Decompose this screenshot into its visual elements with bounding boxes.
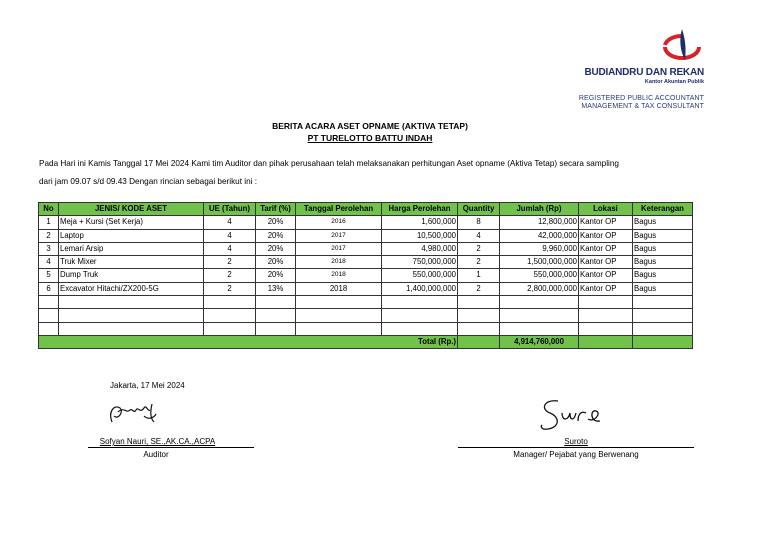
intro-paragraph-line1: Pada Hari ini Kamis Tanggal 17 Mei 2024 Kami tim Auditor dan pihak perusahaan telah melaksanakan perhitungan Aset opname (Aktiva Tetap) secara sampling xyxy=(39,159,619,168)
cell-jenis: Meja + Kursi (Set Kerja) xyxy=(59,216,204,229)
empty-row xyxy=(39,322,693,335)
cell-tanggal: 2018 xyxy=(296,256,382,269)
table-row xyxy=(39,269,693,282)
cell-lokasi: Kantor OP xyxy=(579,282,633,295)
manager-role: Manager/ Pejabat yang Berwenang xyxy=(513,450,639,459)
header-no: No xyxy=(39,203,59,216)
cell-no: 1 xyxy=(39,216,59,229)
cell-tanggal: 2017 xyxy=(296,229,382,242)
cell-jumlah: 550,000,000 xyxy=(500,269,579,282)
header-ue: UE (Tahun) xyxy=(204,203,256,216)
cell-lokasi: Kantor OP xyxy=(579,242,633,255)
header-tarif: Tarif (%) xyxy=(256,203,296,216)
budiandru-logo-icon xyxy=(655,27,709,63)
cell-tanggal: 2018 xyxy=(296,269,382,282)
cell-harga: 1,400,000,000 xyxy=(382,282,458,295)
cell-quantity: 2 xyxy=(458,256,500,269)
cell-quantity: 1 xyxy=(458,269,500,282)
cell-tanggal: 2016 xyxy=(296,216,382,229)
total-row xyxy=(39,335,693,348)
empty-row xyxy=(39,309,693,322)
cell-jenis: Excavator Hitachi/ZX200-5G xyxy=(59,282,204,295)
cell-tarif: 20% xyxy=(256,242,296,255)
header-tanggal: Tanggal Perolehan xyxy=(296,203,382,216)
cell-tarif: 20% xyxy=(256,216,296,229)
cell-ue: 2 xyxy=(204,269,256,282)
firm-name: BUDIANDRU DAN REKAN xyxy=(584,67,704,78)
cell-jenis: Laptop xyxy=(59,229,204,242)
cell-ue: 4 xyxy=(204,229,256,242)
cell-quantity: 8 xyxy=(458,216,500,229)
cell-harga: 1,600,000 xyxy=(382,216,458,229)
cell-keterangan: Bagus xyxy=(633,229,693,242)
cell-harga: 10,500,000 xyxy=(382,229,458,242)
manager-signature-line xyxy=(458,447,694,448)
intro-paragraph-line2: dari jam 09.07 s/d 09.43 Dengan rincian sebagai berikut ini : xyxy=(39,177,258,186)
cell-lokasi: Kantor OP xyxy=(579,256,633,269)
table-row xyxy=(39,242,693,255)
empty-row xyxy=(39,296,693,309)
cell-jenis: Dump Truk xyxy=(59,269,204,282)
total-label: Total (Rp.) xyxy=(39,335,458,348)
cell-keterangan: Bagus xyxy=(633,282,693,295)
cell-lokasi: Kantor OP xyxy=(579,216,633,229)
cell-ue: 2 xyxy=(204,256,256,269)
table-row xyxy=(39,229,693,242)
cell-lokasi: Kantor OP xyxy=(579,229,633,242)
cell-jumlah: 42,000,000 xyxy=(500,229,579,242)
firm-registration-line1: REGISTERED PUBLIC ACCOUNTANT xyxy=(578,95,704,102)
cell-quantity: 2 xyxy=(458,282,500,295)
document-title: BERITA ACARA ASET OPNAME (AKTIVA TETAP) xyxy=(272,121,468,131)
cell-quantity: 4 xyxy=(458,229,500,242)
cell-tarif: 20% xyxy=(256,256,296,269)
header-quantity: Quantity xyxy=(458,203,500,216)
cell-tarif: 20% xyxy=(256,229,296,242)
header-keterangan: Keterangan xyxy=(633,203,693,216)
auditor-name: Sofyan Nauri, SE.,AK.CA.,ACPA xyxy=(99,437,216,446)
asset-table xyxy=(38,202,693,349)
header-harga: Harga Perolehan xyxy=(382,203,458,216)
cell-ue: 4 xyxy=(204,216,256,229)
total-value: 4,914,760,000 xyxy=(500,335,579,348)
cell-harga: 4,980,000 xyxy=(382,242,458,255)
table-row xyxy=(39,216,693,229)
cell-quantity: 2 xyxy=(458,242,500,255)
cell-harga: 750,000,000 xyxy=(382,256,458,269)
cell-lokasi: Kantor OP xyxy=(579,269,633,282)
company-name-wrapper xyxy=(0,133,740,143)
manager-signature xyxy=(536,395,608,435)
cell-tanggal: 2018 xyxy=(296,282,382,295)
cell-no: 4 xyxy=(39,256,59,269)
cell-no: 6 xyxy=(39,282,59,295)
table-header-row xyxy=(39,203,693,216)
place-date: Jakarta, 17 Mei 2024 xyxy=(110,381,185,390)
header-lokasi: Lokasi xyxy=(579,203,633,216)
cell-jenis: Lemari Arsip xyxy=(59,242,204,255)
cell-no: 5 xyxy=(39,269,59,282)
table-row xyxy=(39,282,693,295)
firm-registration-line2: MANAGEMENT & TAX CONSULTANT xyxy=(581,103,704,110)
cell-keterangan: Bagus xyxy=(633,216,693,229)
cell-jumlah: 12,800,000 xyxy=(500,216,579,229)
cell-ue: 4 xyxy=(204,242,256,255)
cell-tarif: 20% xyxy=(256,269,296,282)
auditor-signature xyxy=(104,398,164,430)
company-name: PT TURELOTTO BATTU INDAH xyxy=(307,133,433,143)
manager-name: Suroto xyxy=(564,437,588,446)
table-row xyxy=(39,256,693,269)
cell-harga: 550,000,000 xyxy=(382,269,458,282)
auditor-role: Auditor xyxy=(143,450,169,459)
cell-tanggal: 2017 xyxy=(296,242,382,255)
cell-tarif: 13% xyxy=(256,282,296,295)
cell-no: 3 xyxy=(39,242,59,255)
cell-keterangan: Bagus xyxy=(633,256,693,269)
cell-jenis: Truk Mixer xyxy=(59,256,204,269)
cell-jumlah: 1,500,000,000 xyxy=(500,256,579,269)
auditor-signature-line xyxy=(88,447,254,448)
cell-jumlah: 9,960,000 xyxy=(500,242,579,255)
header-jumlah: Jumlah (Rp) xyxy=(500,203,579,216)
cell-keterangan: Bagus xyxy=(633,269,693,282)
firm-subtitle: Kantor Akuntan Publik xyxy=(644,79,704,85)
cell-ue: 2 xyxy=(204,282,256,295)
cell-keterangan: Bagus xyxy=(633,242,693,255)
cell-jumlah: 2,800,000,000 xyxy=(500,282,579,295)
cell-no: 2 xyxy=(39,229,59,242)
header-jenis: JENIS/ KODE ASET xyxy=(59,203,204,216)
